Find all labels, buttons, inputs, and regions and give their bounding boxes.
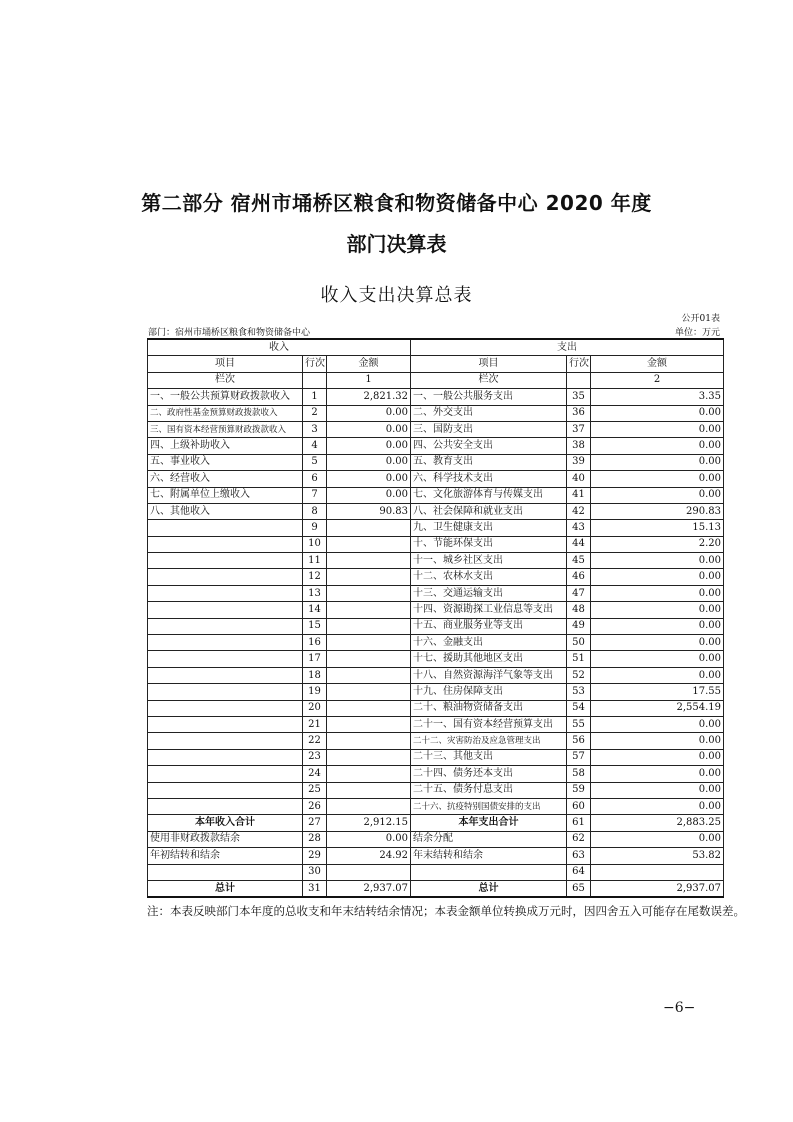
income-amount-cell bbox=[327, 766, 411, 782]
expense-rowno-cell: 58 bbox=[567, 766, 591, 782]
income-item-cell: 三、国有资本经营预算财政拨款收入 bbox=[148, 421, 303, 437]
income-rowno-cell: 14 bbox=[303, 602, 327, 618]
expense-amount-cell: 0.00 bbox=[591, 651, 724, 667]
expense-amount-cell: 17.55 bbox=[591, 684, 724, 700]
expense-rowno-cell: 41 bbox=[567, 487, 591, 503]
expense-item-cell: 七、文化旅游体育与传媒支出 bbox=[411, 487, 567, 503]
income-amount-cell bbox=[327, 602, 411, 618]
expense-amount-cell: 0.00 bbox=[591, 569, 724, 585]
table-row bbox=[148, 864, 724, 880]
income-item-cell bbox=[148, 700, 303, 716]
table-row bbox=[148, 405, 724, 421]
table-row bbox=[148, 553, 724, 569]
income-subtotal-amount: 2,912.15 bbox=[327, 815, 411, 831]
expense-section-header: 支出 bbox=[411, 339, 724, 356]
income-rowno-cell: 19 bbox=[303, 684, 327, 700]
expense-item-cell: 六、科学技术支出 bbox=[411, 471, 567, 487]
expense-amount-cell: 0.00 bbox=[591, 602, 724, 618]
income-rowno-cell: 3 bbox=[303, 421, 327, 437]
table-row bbox=[148, 651, 724, 667]
expense-item-cell: 结余分配 bbox=[411, 831, 567, 847]
expense-rowno-cell: 50 bbox=[567, 635, 591, 651]
expense-rowno-cell: 42 bbox=[567, 503, 591, 519]
expense-item-cell: 十七、援助其他地区支出 bbox=[411, 651, 567, 667]
income-rowno-cell: 26 bbox=[303, 798, 327, 814]
income-item-cell bbox=[148, 716, 303, 732]
table-row bbox=[148, 503, 724, 519]
expense-item-cell: 二十五、债务付息支出 bbox=[411, 782, 567, 798]
expense-item-cell: 九、卫生健康支出 bbox=[411, 520, 567, 536]
table-row bbox=[148, 716, 724, 732]
expense-amount-cell: 0.00 bbox=[591, 667, 724, 683]
income-item-cell: 五、事业收入 bbox=[148, 454, 303, 470]
expense-subtotal-label: 本年支出合计 bbox=[411, 815, 567, 831]
income-rowno-cell: 6 bbox=[303, 471, 327, 487]
expense-amount-header: 金额 bbox=[591, 356, 724, 372]
income-subtotal-label: 本年收入合计 bbox=[148, 815, 303, 831]
expense-rowno-cell: 36 bbox=[567, 405, 591, 421]
table-row bbox=[148, 471, 724, 487]
income-amount-cell bbox=[327, 864, 411, 880]
table-row bbox=[148, 585, 724, 601]
income-amount-cell bbox=[327, 635, 411, 651]
expense-item-cell: 十、节能环保支出 bbox=[411, 536, 567, 552]
income-rowno-cell: 4 bbox=[303, 438, 327, 454]
expense-total-rowno: 65 bbox=[567, 880, 591, 897]
expense-amount-cell: 2,554.19 bbox=[591, 700, 724, 716]
income-amount-cell: 2,821.32 bbox=[327, 389, 411, 405]
expense-amount-cell: 290.83 bbox=[591, 503, 724, 519]
table-row bbox=[148, 684, 724, 700]
expense-rowno-cell: 46 bbox=[567, 569, 591, 585]
income-amount-cell: 90.83 bbox=[327, 503, 411, 519]
income-amount-cell bbox=[327, 585, 411, 601]
empty-cell bbox=[567, 372, 591, 388]
income-item-header: 项目 bbox=[148, 356, 303, 372]
table-row bbox=[148, 569, 724, 585]
income-item-cell: 七、附属单位上缴收入 bbox=[148, 487, 303, 503]
expense-item-cell: 十一、城乡社区支出 bbox=[411, 553, 567, 569]
income-rowno-cell: 28 bbox=[303, 831, 327, 847]
expense-rowno-cell: 49 bbox=[567, 618, 591, 634]
expense-item-cell: 十九、住房保障支出 bbox=[411, 684, 567, 700]
income-item-cell: 四、上级补助收入 bbox=[148, 438, 303, 454]
table-row bbox=[148, 667, 724, 683]
expense-amount-cell: 0.00 bbox=[591, 553, 724, 569]
expense-amount-cell: 0.00 bbox=[591, 798, 724, 814]
expense-rowno-cell: 44 bbox=[567, 536, 591, 552]
income-item-cell bbox=[148, 684, 303, 700]
expense-item-cell: 二、外交支出 bbox=[411, 405, 567, 421]
income-amount-cell: 0.00 bbox=[327, 438, 411, 454]
income-item-cell: 一、一般公共预算财政拨款收入 bbox=[148, 389, 303, 405]
income-amount-cell bbox=[327, 716, 411, 732]
header-row-columns bbox=[148, 356, 724, 372]
expense-item-cell: 三、国防支出 bbox=[411, 421, 567, 437]
expense-rowno-cell: 55 bbox=[567, 716, 591, 732]
header-row-sections bbox=[148, 339, 724, 356]
footnote: 注：本表反映部门本年度的总收支和年末结转结余情况；本表金额单位转换成万元时，因四舍五入可能存在尾数误差。 bbox=[147, 904, 745, 918]
department-label: 部门：宿州市埇桥区粮食和物资储备中心 bbox=[148, 328, 311, 338]
expense-rowno-cell: 38 bbox=[567, 438, 591, 454]
unit-label: 单位：万元 bbox=[674, 328, 720, 338]
total-row bbox=[148, 880, 724, 897]
expense-rowno-cell: 47 bbox=[567, 585, 591, 601]
income-total-rowno: 31 bbox=[303, 880, 327, 897]
expense-rowno-cell: 35 bbox=[567, 389, 591, 405]
income-amount-cell: 0.00 bbox=[327, 405, 411, 421]
expense-rowno-cell: 45 bbox=[567, 553, 591, 569]
table-row bbox=[148, 831, 724, 847]
expense-rowno-cell: 56 bbox=[567, 733, 591, 749]
expense-item-cell: 十三、交通运输支出 bbox=[411, 585, 567, 601]
page-subtitle: 部门决算表 bbox=[346, 232, 447, 256]
expense-item-cell: 八、社会保障和就业支出 bbox=[411, 503, 567, 519]
table-row bbox=[148, 618, 724, 634]
income-item-cell bbox=[148, 651, 303, 667]
income-amount-header: 金额 bbox=[327, 356, 411, 372]
income-item-cell bbox=[148, 733, 303, 749]
income-subtotal-rowno: 27 bbox=[303, 815, 327, 831]
expense-rowno-header: 行次 bbox=[567, 356, 591, 372]
expense-item-cell: 一、一般公共服务支出 bbox=[411, 389, 567, 405]
income-rowno-cell: 16 bbox=[303, 635, 327, 651]
income-rowno-cell: 22 bbox=[303, 733, 327, 749]
income-amount-cell bbox=[327, 798, 411, 814]
income-item-cell bbox=[148, 749, 303, 765]
expense-rowno-cell: 63 bbox=[567, 848, 591, 864]
income-amount-cell: 0.00 bbox=[327, 831, 411, 847]
expense-amount-cell: 15.13 bbox=[591, 520, 724, 536]
expense-item-cell: 二十二、灾害防治及应急管理支出 bbox=[411, 733, 567, 749]
expense-rowno-cell: 54 bbox=[567, 700, 591, 716]
income-column-label: 栏次 bbox=[148, 372, 303, 388]
table-row bbox=[148, 749, 724, 765]
expense-item-cell: 二十三、其他支出 bbox=[411, 749, 567, 765]
expense-amount-cell: 0.00 bbox=[591, 782, 724, 798]
table-row bbox=[148, 536, 724, 552]
income-amount-cell: 0.00 bbox=[327, 421, 411, 437]
expense-column-label: 栏次 bbox=[411, 372, 567, 388]
income-total-label: 总计 bbox=[148, 880, 303, 897]
expense-amount-cell: 0.00 bbox=[591, 487, 724, 503]
expense-rowno-cell: 53 bbox=[567, 684, 591, 700]
income-item-cell bbox=[148, 667, 303, 683]
income-amount-cell bbox=[327, 618, 411, 634]
expense-item-cell: 二十一、国有资本经营预算支出 bbox=[411, 716, 567, 732]
income-item-cell: 使用非财政拨款结余 bbox=[148, 831, 303, 847]
income-rowno-cell: 25 bbox=[303, 782, 327, 798]
income-rowno-cell: 17 bbox=[303, 651, 327, 667]
table-row bbox=[148, 848, 724, 864]
table-row bbox=[148, 733, 724, 749]
income-amount-cell bbox=[327, 684, 411, 700]
expense-amount-cell: 0.00 bbox=[591, 438, 724, 454]
expense-item-cell: 十八、自然资源海洋气象等支出 bbox=[411, 667, 567, 683]
expense-total-label: 总计 bbox=[411, 880, 567, 897]
income-rowno-cell: 13 bbox=[303, 585, 327, 601]
income-item-cell bbox=[148, 520, 303, 536]
income-amount-cell bbox=[327, 520, 411, 536]
page-number: −6− bbox=[663, 1000, 696, 1016]
income-rowno-cell: 10 bbox=[303, 536, 327, 552]
income-rowno-cell: 20 bbox=[303, 700, 327, 716]
table-row bbox=[148, 766, 724, 782]
income-column-number: 1 bbox=[327, 372, 411, 388]
income-item-cell bbox=[148, 553, 303, 569]
income-item-cell bbox=[148, 536, 303, 552]
income-rowno-cell: 11 bbox=[303, 553, 327, 569]
income-amount-cell bbox=[327, 733, 411, 749]
expense-rowno-cell: 59 bbox=[567, 782, 591, 798]
income-amount-cell bbox=[327, 667, 411, 683]
income-item-cell: 二、政府性基金预算财政拨款收入 bbox=[148, 405, 303, 421]
income-rowno-cell: 7 bbox=[303, 487, 327, 503]
income-amount-cell: 0.00 bbox=[327, 487, 411, 503]
expense-subtotal-rowno: 61 bbox=[567, 815, 591, 831]
expense-rowno-cell: 48 bbox=[567, 602, 591, 618]
income-item-cell bbox=[148, 602, 303, 618]
expense-item-cell: 四、公共安全支出 bbox=[411, 438, 567, 454]
table-row bbox=[148, 635, 724, 651]
expense-amount-cell: 0.00 bbox=[591, 405, 724, 421]
expense-amount-cell: 2.20 bbox=[591, 536, 724, 552]
income-amount-cell: 0.00 bbox=[327, 454, 411, 470]
header-row-column-index bbox=[148, 372, 724, 388]
expense-amount-cell: 0.00 bbox=[591, 635, 724, 651]
expense-rowno-cell: 51 bbox=[567, 651, 591, 667]
income-amount-cell bbox=[327, 700, 411, 716]
expense-amount-cell: 53.82 bbox=[591, 848, 724, 864]
expense-amount-cell: 0.00 bbox=[591, 831, 724, 847]
table-row bbox=[148, 700, 724, 716]
income-amount-cell: 24.92 bbox=[327, 848, 411, 864]
expense-item-header: 项目 bbox=[411, 356, 567, 372]
expense-item-cell: 十五、商业服务业等支出 bbox=[411, 618, 567, 634]
income-section-header: 收入 bbox=[148, 339, 411, 356]
income-rowno-header: 行次 bbox=[303, 356, 327, 372]
expense-item-cell: 二十、粮油物资储备支出 bbox=[411, 700, 567, 716]
expense-column-number: 2 bbox=[591, 372, 724, 388]
income-item-cell bbox=[148, 618, 303, 634]
empty-cell bbox=[303, 372, 327, 388]
table-title: 收入支出决算总表 bbox=[320, 285, 473, 306]
income-item-cell bbox=[148, 782, 303, 798]
table-row bbox=[148, 454, 724, 470]
income-amount-cell bbox=[327, 536, 411, 552]
table-row bbox=[148, 520, 724, 536]
table-row bbox=[148, 438, 724, 454]
expense-amount-cell: 0.00 bbox=[591, 454, 724, 470]
expense-amount-cell: 0.00 bbox=[591, 733, 724, 749]
expense-rowno-cell: 37 bbox=[567, 421, 591, 437]
income-rowno-cell: 21 bbox=[303, 716, 327, 732]
table-row bbox=[148, 389, 724, 405]
expense-item-cell: 十二、农林水支出 bbox=[411, 569, 567, 585]
income-item-cell bbox=[148, 798, 303, 814]
expense-amount-cell: 0.00 bbox=[591, 716, 724, 732]
expense-amount-cell: 3.35 bbox=[591, 389, 724, 405]
income-amount-cell bbox=[327, 553, 411, 569]
expense-rowno-cell: 39 bbox=[567, 454, 591, 470]
expense-item-cell: 二十四、债务还本支出 bbox=[411, 766, 567, 782]
expense-amount-cell: 0.00 bbox=[591, 585, 724, 601]
income-rowno-cell: 2 bbox=[303, 405, 327, 421]
table-row bbox=[148, 421, 724, 437]
income-rowno-cell: 5 bbox=[303, 454, 327, 470]
expense-item-cell: 五、教育支出 bbox=[411, 454, 567, 470]
expense-rowno-cell: 57 bbox=[567, 749, 591, 765]
expense-item-cell: 二十六、抗疫特别国债安排的支出 bbox=[411, 798, 567, 814]
income-item-cell: 年初结转和结余 bbox=[148, 848, 303, 864]
expense-rowno-cell: 64 bbox=[567, 864, 591, 880]
income-item-cell bbox=[148, 864, 303, 880]
income-rowno-cell: 30 bbox=[303, 864, 327, 880]
income-rowno-cell: 9 bbox=[303, 520, 327, 536]
table-row bbox=[148, 798, 724, 814]
expense-amount-cell: 0.00 bbox=[591, 471, 724, 487]
expense-amount-cell: 0.00 bbox=[591, 618, 724, 634]
expense-amount-cell: 0.00 bbox=[591, 421, 724, 437]
income-amount-cell bbox=[327, 569, 411, 585]
income-amount-cell bbox=[327, 651, 411, 667]
income-rowno-cell: 18 bbox=[303, 667, 327, 683]
income-rowno-cell: 23 bbox=[303, 749, 327, 765]
income-rowno-cell: 15 bbox=[303, 618, 327, 634]
income-item-cell: 八、其他收入 bbox=[148, 503, 303, 519]
table-row bbox=[148, 782, 724, 798]
table-row bbox=[148, 602, 724, 618]
income-rowno-cell: 29 bbox=[303, 848, 327, 864]
income-item-cell: 六、经营收入 bbox=[148, 471, 303, 487]
expense-rowno-cell: 62 bbox=[567, 831, 591, 847]
income-item-cell bbox=[148, 585, 303, 601]
income-rowno-cell: 24 bbox=[303, 766, 327, 782]
table-row bbox=[148, 487, 724, 503]
income-rowno-cell: 1 bbox=[303, 389, 327, 405]
income-item-cell bbox=[148, 569, 303, 585]
subtotal-row bbox=[148, 815, 724, 831]
income-amount-cell bbox=[327, 749, 411, 765]
expense-amount-cell: 0.00 bbox=[591, 766, 724, 782]
income-total-amount: 2,937.07 bbox=[327, 880, 411, 897]
expense-amount-cell: 0.00 bbox=[591, 749, 724, 765]
page-title: 第二部分 宿州市埇桥区粮食和物资储备中心 2020 年度 bbox=[141, 191, 652, 215]
budget-table bbox=[147, 338, 724, 898]
form-number: 公开01表 bbox=[681, 314, 720, 324]
expense-item-cell: 年末结转和结余 bbox=[411, 848, 567, 864]
income-amount-cell bbox=[327, 782, 411, 798]
expense-rowno-cell: 52 bbox=[567, 667, 591, 683]
income-item-cell bbox=[148, 635, 303, 651]
expense-rowno-cell: 60 bbox=[567, 798, 591, 814]
income-item-cell bbox=[148, 766, 303, 782]
expense-total-amount: 2,937.07 bbox=[591, 880, 724, 897]
income-rowno-cell: 8 bbox=[303, 503, 327, 519]
expense-item-cell: 十四、资源勘探工业信息等支出 bbox=[411, 602, 567, 618]
expense-rowno-cell: 40 bbox=[567, 471, 591, 487]
income-rowno-cell: 12 bbox=[303, 569, 327, 585]
expense-item-cell: 十六、金融支出 bbox=[411, 635, 567, 651]
expense-subtotal-amount: 2,883.25 bbox=[591, 815, 724, 831]
expense-item-cell bbox=[411, 864, 567, 880]
income-amount-cell: 0.00 bbox=[327, 471, 411, 487]
expense-amount-cell bbox=[591, 864, 724, 880]
expense-rowno-cell: 43 bbox=[567, 520, 591, 536]
